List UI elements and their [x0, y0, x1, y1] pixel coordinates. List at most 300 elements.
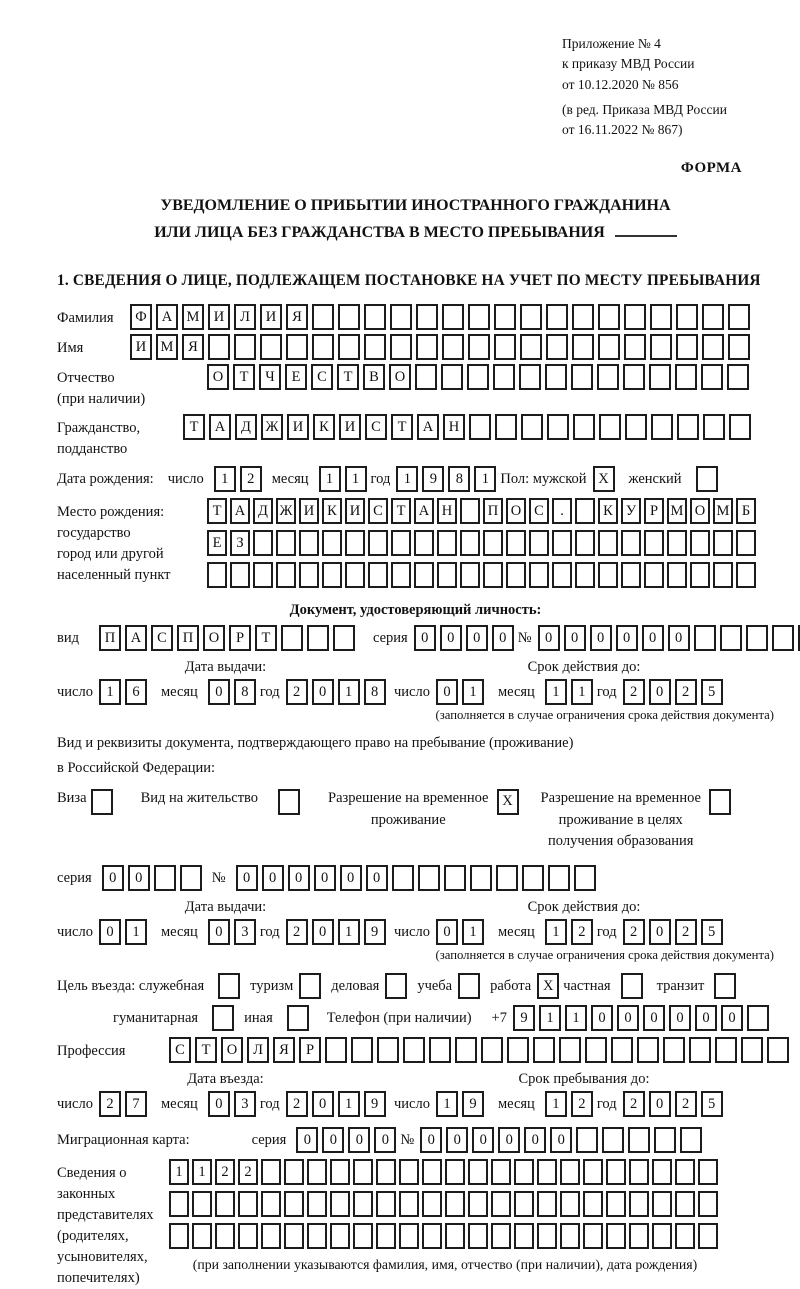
- char-box[interactable]: [442, 334, 464, 360]
- char-box[interactable]: [696, 466, 718, 492]
- char-box[interactable]: [307, 1191, 327, 1217]
- char-box[interactable]: [376, 1223, 396, 1249]
- char-box[interactable]: 2: [571, 919, 593, 945]
- char-box[interactable]: Ж: [261, 414, 283, 440]
- doc-number-boxes[interactable]: [538, 625, 800, 651]
- char-box[interactable]: [330, 1191, 350, 1217]
- char-box[interactable]: 0: [649, 679, 671, 705]
- sex-female-checkbox[interactable]: [696, 466, 722, 492]
- char-box[interactable]: 1: [474, 466, 496, 492]
- char-box[interactable]: 0: [414, 625, 436, 651]
- char-box[interactable]: [491, 1223, 511, 1249]
- char-box[interactable]: [261, 1191, 281, 1217]
- char-box[interactable]: 0: [99, 919, 121, 945]
- purpose-work-checkbox[interactable]: [537, 973, 563, 999]
- char-box[interactable]: [212, 1005, 234, 1031]
- char-box[interactable]: [598, 530, 618, 556]
- residence-permit-checkbox[interactable]: [278, 789, 304, 815]
- char-box[interactable]: 9: [364, 1091, 386, 1117]
- char-box[interactable]: [690, 562, 710, 588]
- char-box[interactable]: [736, 562, 756, 588]
- char-box[interactable]: [496, 865, 518, 891]
- char-box[interactable]: [701, 364, 723, 390]
- char-box[interactable]: 1: [169, 1159, 189, 1185]
- char-box[interactable]: [312, 304, 334, 330]
- char-box[interactable]: [667, 530, 687, 556]
- char-box[interactable]: [548, 865, 570, 891]
- char-box[interactable]: [422, 1223, 442, 1249]
- char-box[interactable]: 0: [550, 1127, 572, 1153]
- char-box[interactable]: [529, 562, 549, 588]
- char-box[interactable]: 1: [338, 1091, 360, 1117]
- char-box[interactable]: [338, 304, 360, 330]
- doc-valid-month-boxes[interactable]: [545, 679, 597, 705]
- char-box[interactable]: [483, 530, 503, 556]
- char-box[interactable]: Н: [443, 414, 465, 440]
- char-box[interactable]: О: [506, 498, 526, 524]
- char-box[interactable]: М: [182, 304, 204, 330]
- char-box[interactable]: [585, 1037, 607, 1063]
- char-box[interactable]: [491, 1191, 511, 1217]
- purpose-business-checkbox[interactable]: [218, 973, 244, 999]
- char-box[interactable]: [307, 1223, 327, 1249]
- char-box[interactable]: [468, 304, 490, 330]
- char-box[interactable]: [483, 562, 503, 588]
- char-box[interactable]: [677, 414, 699, 440]
- char-box[interactable]: [675, 1223, 695, 1249]
- char-box[interactable]: 2: [623, 679, 645, 705]
- birth-year-boxes[interactable]: [396, 466, 500, 492]
- char-box[interactable]: [437, 562, 457, 588]
- char-box[interactable]: [637, 1037, 659, 1063]
- char-box[interactable]: [714, 973, 736, 999]
- char-box[interactable]: 2: [99, 1091, 121, 1117]
- birth-day-boxes[interactable]: [214, 466, 266, 492]
- char-box[interactable]: С: [169, 1037, 191, 1063]
- migration-number-boxes[interactable]: [420, 1127, 706, 1153]
- char-box[interactable]: [322, 530, 342, 556]
- char-box[interactable]: З: [230, 530, 250, 556]
- char-box[interactable]: [572, 334, 594, 360]
- char-box[interactable]: [702, 304, 724, 330]
- char-box[interactable]: Е: [207, 530, 227, 556]
- char-box[interactable]: И: [130, 334, 152, 360]
- char-box[interactable]: [414, 530, 434, 556]
- char-box[interactable]: Р: [229, 625, 251, 651]
- char-box[interactable]: [667, 562, 687, 588]
- char-box[interactable]: 0: [436, 679, 458, 705]
- char-box[interactable]: 0: [472, 1127, 494, 1153]
- char-box[interactable]: [192, 1223, 212, 1249]
- char-box[interactable]: [624, 334, 646, 360]
- char-box[interactable]: [215, 1191, 235, 1217]
- char-box[interactable]: [494, 334, 516, 360]
- char-box[interactable]: 0: [262, 865, 284, 891]
- char-box[interactable]: 2: [571, 1091, 593, 1117]
- stay-month-boxes[interactable]: [545, 1091, 597, 1117]
- char-box[interactable]: Я: [182, 334, 204, 360]
- char-box[interactable]: [208, 334, 230, 360]
- char-box[interactable]: 0: [288, 865, 310, 891]
- char-box[interactable]: [494, 304, 516, 330]
- char-box[interactable]: [215, 1223, 235, 1249]
- char-box[interactable]: 0: [208, 679, 230, 705]
- char-box[interactable]: [368, 530, 388, 556]
- char-box[interactable]: [574, 865, 596, 891]
- char-box[interactable]: [399, 1223, 419, 1249]
- entry-month-boxes[interactable]: [208, 1091, 260, 1117]
- char-box[interactable]: 1: [345, 466, 367, 492]
- char-box[interactable]: И: [345, 498, 365, 524]
- char-box[interactable]: [299, 973, 321, 999]
- char-box[interactable]: [429, 1037, 451, 1063]
- char-box[interactable]: Е: [285, 364, 307, 390]
- char-box[interactable]: 0: [591, 1005, 613, 1031]
- char-box[interactable]: Я: [286, 304, 308, 330]
- char-box[interactable]: [529, 530, 549, 556]
- char-box[interactable]: О: [203, 625, 225, 651]
- char-box[interactable]: 1: [436, 1091, 458, 1117]
- char-box[interactable]: 5: [701, 919, 723, 945]
- char-box[interactable]: [606, 1191, 626, 1217]
- char-box[interactable]: [624, 304, 646, 330]
- stay-year-boxes[interactable]: [623, 1091, 727, 1117]
- char-box[interactable]: X: [537, 973, 559, 999]
- char-box[interactable]: [727, 364, 749, 390]
- char-box[interactable]: [260, 334, 282, 360]
- char-box[interactable]: 0: [296, 1127, 318, 1153]
- char-box[interactable]: 1: [338, 919, 360, 945]
- char-box[interactable]: [506, 530, 526, 556]
- char-box[interactable]: 0: [721, 1005, 743, 1031]
- char-box[interactable]: [468, 1223, 488, 1249]
- char-box[interactable]: X: [593, 466, 615, 492]
- char-box[interactable]: [583, 1223, 603, 1249]
- char-box[interactable]: [736, 530, 756, 556]
- char-box[interactable]: [625, 414, 647, 440]
- char-box[interactable]: [467, 364, 489, 390]
- char-box[interactable]: [493, 364, 515, 390]
- char-box[interactable]: Д: [253, 498, 273, 524]
- char-box[interactable]: [694, 625, 716, 651]
- char-box[interactable]: 2: [240, 466, 262, 492]
- char-box[interactable]: 0: [208, 1091, 230, 1117]
- char-box[interactable]: 2: [238, 1159, 258, 1185]
- char-box[interactable]: 2: [623, 919, 645, 945]
- char-box[interactable]: [437, 530, 457, 556]
- char-box[interactable]: 0: [348, 1127, 370, 1153]
- char-box[interactable]: Л: [247, 1037, 269, 1063]
- char-box[interactable]: [376, 1191, 396, 1217]
- char-box[interactable]: 1: [192, 1159, 212, 1185]
- char-box[interactable]: [533, 1037, 555, 1063]
- char-box[interactable]: [715, 1037, 737, 1063]
- char-box[interactable]: 2: [675, 919, 697, 945]
- char-box[interactable]: [392, 865, 414, 891]
- birth-place-row3-boxes[interactable]: [207, 562, 759, 588]
- char-box[interactable]: [368, 562, 388, 588]
- char-box[interactable]: [330, 1223, 350, 1249]
- char-box[interactable]: [713, 530, 733, 556]
- char-box[interactable]: [628, 1127, 650, 1153]
- char-box[interactable]: С: [365, 414, 387, 440]
- char-box[interactable]: 1: [99, 679, 121, 705]
- char-box[interactable]: [676, 334, 698, 360]
- char-box[interactable]: [286, 334, 308, 360]
- char-box[interactable]: [575, 530, 595, 556]
- char-box[interactable]: 0: [340, 865, 362, 891]
- char-box[interactable]: 6: [125, 679, 147, 705]
- char-box[interactable]: [690, 530, 710, 556]
- char-box[interactable]: 2: [675, 1091, 697, 1117]
- char-box[interactable]: [460, 498, 480, 524]
- doc-issue-day-boxes[interactable]: [99, 679, 151, 705]
- char-box[interactable]: [445, 1191, 465, 1217]
- char-box[interactable]: 0: [617, 1005, 639, 1031]
- char-box[interactable]: [649, 364, 671, 390]
- char-box[interactable]: [629, 1191, 649, 1217]
- char-box[interactable]: [552, 530, 572, 556]
- char-box[interactable]: [345, 530, 365, 556]
- char-box[interactable]: [506, 562, 526, 588]
- char-box[interactable]: [560, 1223, 580, 1249]
- char-box[interactable]: [253, 562, 273, 588]
- patronymic-boxes[interactable]: [207, 364, 753, 390]
- char-box[interactable]: 0: [564, 625, 586, 651]
- residence-issue-day-boxes[interactable]: [99, 919, 151, 945]
- char-box[interactable]: О: [389, 364, 411, 390]
- char-box[interactable]: [575, 562, 595, 588]
- char-box[interactable]: [154, 865, 176, 891]
- char-box[interactable]: [287, 1005, 309, 1031]
- char-box[interactable]: Т: [183, 414, 205, 440]
- char-box[interactable]: 2: [675, 679, 697, 705]
- char-box[interactable]: [391, 562, 411, 588]
- char-box[interactable]: [602, 1127, 624, 1153]
- purpose-commercial-checkbox[interactable]: [385, 973, 411, 999]
- char-box[interactable]: В: [363, 364, 385, 390]
- residence-valid-day-boxes[interactable]: [436, 919, 488, 945]
- temp-permit-checkbox[interactable]: [497, 789, 523, 815]
- char-box[interactable]: И: [299, 498, 319, 524]
- char-box[interactable]: [728, 304, 750, 330]
- char-box[interactable]: Ф: [130, 304, 152, 330]
- char-box[interactable]: 0: [440, 625, 462, 651]
- char-box[interactable]: [441, 364, 463, 390]
- char-box[interactable]: [230, 562, 250, 588]
- char-box[interactable]: [345, 562, 365, 588]
- char-box[interactable]: [444, 865, 466, 891]
- char-box[interactable]: 0: [436, 919, 458, 945]
- char-box[interactable]: [520, 304, 542, 330]
- citizenship-boxes[interactable]: [183, 414, 755, 440]
- char-box[interactable]: 3: [234, 919, 256, 945]
- birth-place-row2-boxes[interactable]: [207, 530, 759, 556]
- char-box[interactable]: [207, 562, 227, 588]
- char-box[interactable]: 0: [590, 625, 612, 651]
- char-box[interactable]: [507, 1037, 529, 1063]
- char-box[interactable]: [469, 414, 491, 440]
- char-box[interactable]: 9: [422, 466, 444, 492]
- char-box[interactable]: 2: [286, 1091, 308, 1117]
- char-box[interactable]: [621, 530, 641, 556]
- char-box[interactable]: 1: [462, 919, 484, 945]
- char-box[interactable]: [772, 625, 794, 651]
- char-box[interactable]: [218, 973, 240, 999]
- purpose-other-checkbox[interactable]: [287, 1005, 313, 1031]
- visa-checkbox[interactable]: [91, 789, 117, 815]
- char-box[interactable]: [338, 334, 360, 360]
- char-box[interactable]: Я: [273, 1037, 295, 1063]
- char-box[interactable]: [576, 1127, 598, 1153]
- char-box[interactable]: 9: [364, 919, 386, 945]
- char-box[interactable]: [623, 364, 645, 390]
- surname-boxes[interactable]: [130, 304, 754, 330]
- char-box[interactable]: С: [368, 498, 388, 524]
- name-boxes[interactable]: [130, 334, 754, 360]
- char-box[interactable]: П: [177, 625, 199, 651]
- char-box[interactable]: [741, 1037, 763, 1063]
- birth-place-row1-boxes[interactable]: [207, 498, 759, 524]
- char-box[interactable]: К: [322, 498, 342, 524]
- char-box[interactable]: Д: [235, 414, 257, 440]
- char-box[interactable]: [663, 1037, 685, 1063]
- char-box[interactable]: [520, 334, 542, 360]
- char-box[interactable]: 0: [446, 1127, 468, 1153]
- char-box[interactable]: [418, 865, 440, 891]
- char-box[interactable]: [253, 530, 273, 556]
- char-box[interactable]: [468, 334, 490, 360]
- char-box[interactable]: [391, 530, 411, 556]
- char-box[interactable]: [573, 414, 595, 440]
- char-box[interactable]: О: [690, 498, 710, 524]
- char-box[interactable]: [651, 414, 673, 440]
- char-box[interactable]: [621, 973, 643, 999]
- char-box[interactable]: Н: [437, 498, 457, 524]
- char-box[interactable]: [278, 789, 300, 815]
- char-box[interactable]: [91, 789, 113, 815]
- char-box[interactable]: С: [529, 498, 549, 524]
- char-box[interactable]: [414, 562, 434, 588]
- char-box[interactable]: [495, 414, 517, 440]
- phone-boxes[interactable]: [513, 1005, 773, 1031]
- char-box[interactable]: [583, 1191, 603, 1217]
- char-box[interactable]: [652, 1191, 672, 1217]
- char-box[interactable]: [611, 1037, 633, 1063]
- char-box[interactable]: [458, 973, 480, 999]
- char-box[interactable]: А: [417, 414, 439, 440]
- char-box[interactable]: [276, 530, 296, 556]
- char-box[interactable]: [353, 1223, 373, 1249]
- char-box[interactable]: М: [713, 498, 733, 524]
- doc-issue-year-boxes[interactable]: [286, 679, 390, 705]
- char-box[interactable]: [325, 1037, 347, 1063]
- char-box[interactable]: [169, 1191, 189, 1217]
- char-box[interactable]: [559, 1037, 581, 1063]
- char-box[interactable]: А: [209, 414, 231, 440]
- char-box[interactable]: Р: [644, 498, 664, 524]
- char-box[interactable]: [238, 1223, 258, 1249]
- char-box[interactable]: [481, 1037, 503, 1063]
- char-box[interactable]: [621, 562, 641, 588]
- char-box[interactable]: 0: [492, 625, 514, 651]
- purpose-private-checkbox[interactable]: [621, 973, 647, 999]
- char-box[interactable]: [546, 304, 568, 330]
- char-box[interactable]: 1: [545, 919, 567, 945]
- char-box[interactable]: [676, 304, 698, 330]
- char-box[interactable]: О: [207, 364, 229, 390]
- char-box[interactable]: 0: [466, 625, 488, 651]
- profession-boxes[interactable]: [169, 1037, 793, 1063]
- char-box[interactable]: [468, 1191, 488, 1217]
- char-box[interactable]: 1: [545, 1091, 567, 1117]
- char-box[interactable]: [307, 625, 329, 651]
- char-box[interactable]: 0: [322, 1127, 344, 1153]
- char-box[interactable]: 0: [498, 1127, 520, 1153]
- representatives-row3-boxes[interactable]: [169, 1223, 721, 1249]
- char-box[interactable]: [702, 334, 724, 360]
- char-box[interactable]: [675, 364, 697, 390]
- char-box[interactable]: [552, 562, 572, 588]
- char-box[interactable]: [767, 1037, 789, 1063]
- char-box[interactable]: [709, 789, 731, 815]
- char-box[interactable]: [599, 414, 621, 440]
- char-box[interactable]: 0: [208, 919, 230, 945]
- char-box[interactable]: И: [208, 304, 230, 330]
- char-box[interactable]: 1: [565, 1005, 587, 1031]
- char-box[interactable]: 0: [374, 1127, 396, 1153]
- char-box[interactable]: 5: [701, 679, 723, 705]
- char-box[interactable]: [284, 1191, 304, 1217]
- char-box[interactable]: 0: [649, 1091, 671, 1117]
- char-box[interactable]: [470, 865, 492, 891]
- char-box[interactable]: [629, 1223, 649, 1249]
- char-box[interactable]: [746, 625, 768, 651]
- char-box[interactable]: П: [483, 498, 503, 524]
- char-box[interactable]: [519, 364, 541, 390]
- char-box[interactable]: 9: [462, 1091, 484, 1117]
- char-box[interactable]: [598, 334, 620, 360]
- char-box[interactable]: 0: [312, 1091, 334, 1117]
- residence-series-boxes[interactable]: [102, 865, 206, 891]
- char-box[interactable]: [546, 334, 568, 360]
- char-box[interactable]: [537, 1223, 557, 1249]
- char-box[interactable]: А: [230, 498, 250, 524]
- char-box[interactable]: Л: [234, 304, 256, 330]
- char-box[interactable]: [460, 530, 480, 556]
- char-box[interactable]: 0: [420, 1127, 442, 1153]
- char-box[interactable]: X: [497, 789, 519, 815]
- char-box[interactable]: 0: [366, 865, 388, 891]
- char-box[interactable]: [284, 1223, 304, 1249]
- char-box[interactable]: М: [156, 334, 178, 360]
- char-box[interactable]: [654, 1127, 676, 1153]
- char-box[interactable]: [322, 562, 342, 588]
- char-box[interactable]: Ж: [276, 498, 296, 524]
- purpose-study-checkbox[interactable]: [458, 973, 484, 999]
- char-box[interactable]: [460, 562, 480, 588]
- char-box[interactable]: [445, 1223, 465, 1249]
- char-box[interactable]: 0: [312, 679, 334, 705]
- char-box[interactable]: 1: [125, 919, 147, 945]
- char-box[interactable]: П: [99, 625, 121, 651]
- char-box[interactable]: [364, 334, 386, 360]
- sex-male-checkbox[interactable]: [593, 466, 619, 492]
- doc-series-boxes[interactable]: [414, 625, 518, 651]
- char-box[interactable]: [416, 334, 438, 360]
- char-box[interactable]: [680, 1127, 702, 1153]
- char-box[interactable]: [572, 304, 594, 330]
